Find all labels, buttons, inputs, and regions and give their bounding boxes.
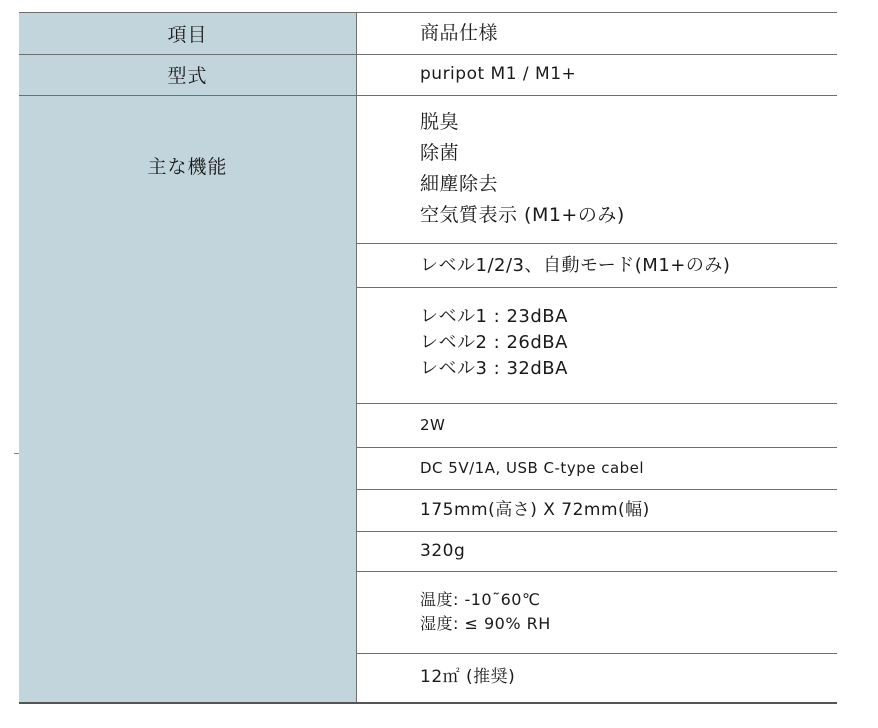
power-value: 2W (420, 415, 446, 434)
environment-list (420, 571, 551, 653)
functions-list (420, 95, 625, 243)
list-item: 温度: -10˜60℃ (420, 590, 541, 609)
list-item: レベル2 : 26dBA (420, 332, 568, 353)
levels-value: レベル1/2/3、自動モード(M1+のみ) (420, 254, 731, 276)
spec-table (19, 12, 837, 704)
list-item: レベル1 : 23dBA (420, 306, 568, 327)
list-item: 空気質表示 (M1+のみ) (420, 204, 625, 226)
column-divider (356, 12, 357, 704)
size-value: 175mm(高さ) X 72mm(幅) (420, 499, 650, 520)
functions-label: 主な機能 (147, 155, 228, 178)
list-item: 細塵除去 (420, 173, 499, 195)
header-item-label: 項目 (167, 23, 208, 46)
noise-list (420, 287, 568, 403)
list-item: 除菌 (420, 142, 460, 164)
list-item: 脱臭 (420, 111, 460, 133)
header-spec-label: 商品仕様 (420, 21, 499, 44)
list-item: 湿度: ≤ 90% RH (420, 614, 551, 633)
left-column-background (19, 12, 356, 704)
table-bottom-border (19, 702, 837, 704)
weight-value: 320g (420, 540, 466, 561)
model-value: puripot M1 / M1+ (420, 64, 577, 84)
model-label: 型式 (167, 65, 208, 87)
list-item: レベル3 : 32dBA (420, 358, 568, 379)
area-value: 12㎡ (推奨) (420, 667, 516, 687)
input-value: DC 5V/1A, USB C-type cabel (420, 458, 645, 477)
